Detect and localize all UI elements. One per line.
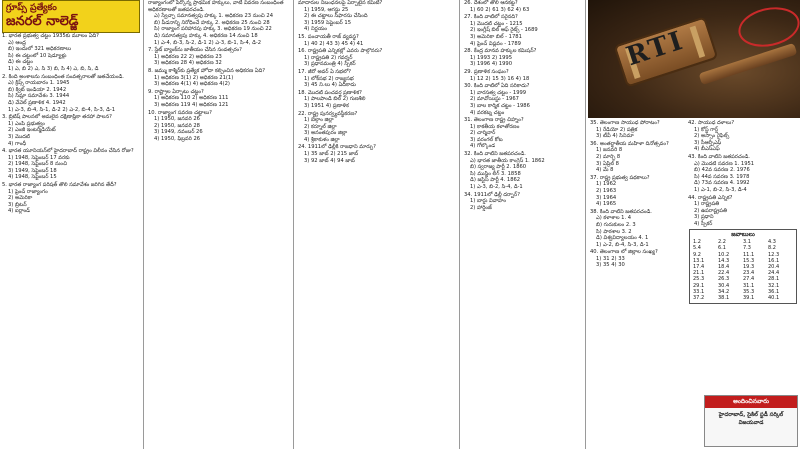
answer-cell: 32.1 [768, 282, 780, 289]
question-text: 44. రాష్ట్రపతి ఎన్నిక? [688, 194, 733, 201]
question-item [296, 0, 458, 33]
column-3 [296, 0, 458, 449]
answer-option: 1) రాష్ట్రపతి [694, 201, 720, 208]
question-text: 7. స్టేట్ బ్యాంక్‌ను జాతీయం చేసిన సంవత్సరం? [148, 47, 242, 54]
rti-label: RTI [622, 25, 688, 73]
answer-option: 3) అధికరణ 28 4) అధికరణ 32 [154, 60, 222, 67]
question-item [462, 48, 584, 68]
answer-cell: 26.3 [718, 276, 730, 283]
question-text: 27. కింది వాటిలో సరైనది? [464, 14, 518, 21]
answer-option: 4) వరకట్న చట్టం [470, 109, 505, 116]
column-2 [146, 0, 292, 449]
answer-option: 4) నిర్ణయం [304, 26, 327, 33]
question-text: 37. రాష్ట్ర ప్రభుత్వ పథకాలు? [590, 174, 650, 181]
answer-option: డి) వేవెల్ ప్రణాళిక 4. 1942 [8, 99, 66, 106]
answer-option: 1) 1950, జనవరి 26 [154, 116, 200, 123]
answer-cell: 38.1 [718, 294, 730, 301]
answer-cell: 19.3 [743, 263, 755, 270]
answer-option: బి) 42వ సవరణ 2. 1976 [694, 167, 750, 174]
question-text: 42. సాయుధ దళాలు? [688, 120, 735, 126]
answer-cell: 25.3 [693, 276, 705, 283]
answer-option: 4) బీఎస్ఎఫ్ [694, 146, 720, 153]
answer-key [689, 229, 797, 305]
answer-cell: 30.4 [718, 282, 730, 289]
answer-cell: 13.1 [693, 257, 705, 264]
question-text: 38. కింది వాటిని జతపరచండి. [590, 208, 652, 215]
question-list [588, 120, 684, 269]
question-item [296, 90, 458, 110]
question-item [0, 182, 142, 215]
answer-cell: 2.2 [718, 239, 726, 246]
question-item [296, 48, 458, 68]
answer-option: ఎ) ఆంధ్ర [8, 39, 26, 46]
question-item [462, 151, 584, 191]
column-divider [585, 0, 586, 449]
question-text: 5. భారత రాజ్యాంగ పరిషత్ తొలి సమావేశం జరిగిన తేదీ? [2, 182, 117, 189]
question-text: 1. భారత ప్రభుత్వ చట్టం 1935కు మూలం ఏది? [2, 33, 99, 39]
answer-option: 3) ప్రధానమంత్రి 4) స్పీకర్ [304, 61, 356, 68]
question-text: 2. కింది అంశాలను సంబంధింత సంవత్సరాలతో జతచేయండి. [2, 73, 124, 80]
column-divider [293, 0, 294, 449]
answer-option: 1) బెల్గాం జిల్లా [304, 117, 334, 124]
answer-option: 1) 1962 [596, 181, 617, 188]
question-item [588, 120, 684, 140]
question-text: 28. కేంద్ర మానవ హక్కుల కమిషన్? [464, 48, 537, 55]
answer-cell: 4.3 [768, 239, 776, 246]
answer-option: 1) లోక్‌సభ 2) రాజ్యసభ [304, 75, 354, 82]
answer-option: 3) ప్రధాని [694, 214, 714, 221]
question-text: 24. 1911లో ఢిల్లీకి రాజధాని మార్పు? [298, 144, 376, 151]
answer-choices: 1) ఎ-4, బి-3, సి-2, డి-1 2) ఎ-3, బి-1, సి-4, డి-2 [154, 39, 262, 46]
answer-option: 3) 1996 4) 1990 [470, 61, 512, 68]
question-item [296, 69, 458, 89]
answer-option: 2) 1950, జనవరి 28 [154, 122, 200, 129]
answer-option: 3) బ్రిటన్ [8, 201, 27, 208]
credit-label: అందించినవారు [705, 396, 797, 408]
answer-cell: 34.2 [718, 288, 730, 295]
question-text: 4. భారత యూనియన్‌లో హైదరాబాద్ రాష్ట్రం విలీనం చేసిన రోజు? [2, 148, 134, 155]
answer-option: 4) 1948, సెప్టెంబర్ 15 [8, 174, 57, 181]
answer-cell: 31.1 [743, 282, 755, 289]
answer-cell: 28.1 [768, 276, 780, 283]
answer-cell: 33.1 [693, 288, 705, 295]
question-item [0, 114, 142, 147]
answer-cell: 23.4 [743, 270, 755, 277]
question-item [462, 192, 584, 212]
question-text: 15. పంచాయతీ రాజ్ వ్యవస్థ? [298, 33, 359, 40]
question-list [462, 0, 584, 211]
answer-option: 3) అధికరణ 4(1) 4) అధికరణ 4(2) [154, 81, 230, 88]
answer-option: 4) గోల్కొండ [470, 143, 496, 150]
question-text: 18. మొదటి పంచవర్ష ప్రణాళిక? [298, 89, 362, 96]
answer-option: సి) సిమ్లా సమావేశం 3. 1944 [8, 93, 70, 100]
answer-option: 2) ఉపరాష్ట్రపతి [694, 207, 728, 214]
question-text: 31. తెలంగాణ రాష్ట్ర చిహ్నం? [464, 117, 524, 124]
question-item [0, 148, 142, 181]
answer-option: 1) 1993 2) 1995 [470, 54, 512, 61]
answer-option: 2) మావోయిస్టు - 1967 [470, 96, 519, 103]
column-divider [459, 0, 460, 449]
answer-option: 1) అధికరణ 3(1) 2) అధికరణ 21(1) [154, 74, 234, 81]
question-item [686, 195, 800, 228]
question-list [0, 33, 142, 215]
answer-choices: 1) ఎ, బి 2) ఎ, సి 3) బి, సి 4) ఎ, బి, సి, డి [8, 65, 99, 72]
answer-option: 3) 1964 [596, 194, 617, 201]
question-text: రాజ్యాంగంలో పేర్కొన్న ప్రాథమిక హక్కులు, వాటి వివరణ సంబంధింత అధికరణాలతో జతపరచండి. [148, 0, 284, 13]
answer-option: 2) అస్సాం రైఫిల్స్ [694, 133, 730, 140]
answer-option: 3) 1951 4) ప్రణాళిక [304, 102, 349, 109]
answer-cell: 5.4 [693, 245, 701, 252]
answer-option: 1) 40 2) 43 3) 45 4) 41 [304, 40, 364, 47]
answer-cell: 18.4 [718, 263, 730, 270]
answer-option: 3) ఏప్రిల్ 8 [596, 160, 619, 167]
answer-option: 3) టీవీ 4) సినిమా [596, 133, 634, 140]
answer-cell: 21.1 [693, 270, 705, 277]
answer-option: 2) మార్చి 8 [596, 153, 621, 160]
answer-key-title: జవాబులు [731, 230, 755, 238]
question-item [462, 117, 584, 150]
answer-choices: 1) ఎ-2, బి-4, సి-3, డి-1 [596, 241, 649, 248]
question-item [0, 74, 142, 114]
question-text: 34. 1911లో ఢిల్లీ దర్బార్? [464, 191, 520, 198]
question-item [588, 209, 684, 249]
answer-choices: 1) ఎ-3, బి-4, సి-1, డి-2 2) ఎ-2, బి-4, సి-3, డి-1 [8, 106, 116, 113]
question-item [686, 154, 800, 194]
question-item [146, 0, 292, 46]
answer-cell: 39.1 [743, 294, 755, 301]
answer-cell: 35.3 [743, 288, 755, 295]
answer-option: 2) ఎంజీ ఇంటర్మీడియేట్ [8, 127, 56, 134]
answer-cell: 16.1 [768, 257, 780, 264]
answer-cell: 17.4 [693, 263, 705, 270]
question-item [146, 89, 292, 109]
answer-cell: 22.4 [718, 270, 730, 277]
question-item [296, 34, 458, 47]
answer-option: 3) 1949, సెప్టెంబర్ 18 [8, 167, 57, 174]
question-text: 8. జమ్ము కాశ్మీర్‌కు ప్రత్యేక హోదా కల్పించిన అధికరణ ఏది? [148, 67, 265, 74]
answer-option: 1) 35 జాబ్ 2) 215 జాబ్ [304, 151, 359, 158]
answer-cell: 7.3 [743, 245, 751, 252]
answer-choices: 1) ఎ-1, బి-2, సి-3, డి-4 [694, 186, 747, 193]
answer-option: డి) విశ్వవిద్యాలయం 4. 1 [596, 235, 649, 242]
answer-option: సి) పాఠశాల 3. 2 [596, 228, 632, 235]
answer-option: 1) రాష్ట్రపతి 2) గవర్నర్ [304, 54, 353, 61]
answer-option: 3) 35 4) 30 [596, 262, 625, 269]
question-text: 30. కింది వాటిలో ఏది సరికాదు? [464, 83, 530, 90]
answer-option: సి) 44వ సవరణ 3. 1978 [694, 173, 750, 180]
question-item [146, 47, 292, 67]
answer-grid [693, 239, 793, 301]
answer-choices: 1) ఎ-3, బి-2, సి-4, డి-1 [470, 184, 523, 191]
answer-option: 1) బార్డు వివాహం [470, 198, 506, 205]
question-text: 17. జీరో అవర్ ఏ సభలో? [298, 68, 352, 75]
answer-option: 3) అమెరికా బిల్ - 1781 [470, 33, 522, 40]
answer-option: ఎ) భారత జాతీయ కాంగ్రెస్ 1. 1862 [470, 157, 545, 164]
answer-option: 2) ఈ చట్టాలు సిఫారసు చేసింది [304, 13, 368, 20]
answer-option: ఎ) కళాశాల 1. 4 [596, 215, 632, 222]
answer-option: 3) వరంగల్ కోట [470, 136, 503, 143]
answer-cell: 1.2 [693, 239, 701, 246]
question-list [146, 0, 292, 142]
answer-option: 3) అధికరణ 119 4) అధికరణ 121 [154, 101, 229, 108]
credit-line-1: హైదరాబాద్, సైకిల్ స్టడీ సర్కిల్ [718, 412, 784, 418]
answer-option: 2) 1963 [596, 187, 617, 194]
answer-cell: 15.3 [743, 257, 755, 264]
answer-option: 1) అధికరణ 110 2) అధికరణ 111 [154, 95, 229, 102]
question-item [588, 141, 684, 174]
answer-cell: 9.2 [693, 251, 701, 258]
answer-option: 1) 12 2) 15 3) 16 4) 18 [470, 75, 530, 82]
answer-option: ఎ) స్వేచ్ఛా సమానత్వపు హక్కు 1. అధికరణ 23 నుంచి 24 [154, 13, 274, 20]
column-5 [588, 120, 684, 449]
answer-cell: 37.2 [693, 294, 705, 301]
answer-option: ఎ) క్రిప్స్ రాయబారం 1. 1945 [8, 80, 70, 87]
answer-option: 1) 1959, ఆగస్టు 25 [304, 6, 349, 13]
answer-option: 3) 1949, నవంబర్ 26 [154, 129, 203, 136]
answer-cell: 14.3 [718, 257, 730, 264]
answer-option: డి) 73వ సవరణ 4. 1992 [694, 180, 750, 187]
answer-option: బి) స్వరాజ్య పార్టీ 2. 1860 [470, 164, 527, 171]
question-item [462, 69, 584, 82]
answer-option: బి) గురుకులం 2. 3 [596, 221, 636, 228]
answer-cell: 40.1 [768, 294, 780, 301]
answer-option: 3) మొదటి [8, 133, 30, 140]
answer-option: 3) సీఆర్పీఎఫ్ [694, 139, 722, 146]
answer-option: 1) అధికరణ 22 2) అధికరణ 23 [154, 53, 222, 60]
question-item [0, 33, 142, 73]
answer-option: సి) ముస్లిం లీగ్ 3. 1858 [470, 170, 521, 177]
rti-gavel-photo [588, 0, 800, 118]
answer-option: బి) పీడనాన్ని నిరోధించే హక్కు 2. అధికరణ 25 నుంచి 28 [154, 19, 270, 26]
answer-cell: 6.1 [718, 245, 726, 252]
answer-option: 3) బాల కార్మిక చట్టం - 1986 [470, 102, 530, 109]
answer-option: డి) సమానత్వపు హక్కు 4. అధికరణ 14 నుంచి 18 [154, 32, 258, 39]
answer-option: 1) 60 2) 61 3) 62 4) 63 [470, 6, 530, 13]
answer-cell: 29.1 [693, 282, 705, 289]
answer-option: 4) 1950, ఫిబ్రవరి 26 [154, 135, 201, 142]
question-text: 3. బ్రిటిష్ పాలనలో అమలైన దక్షిణాఫ్రికా తరహా పాలన? [2, 114, 112, 121]
question-item [462, 83, 584, 116]
answer-cell: 10.2 [718, 251, 730, 258]
answer-cell: 3.1 [743, 239, 751, 246]
question-text: 9. రాష్ట్రాల ఏర్పాటు చట్టం? [148, 88, 204, 95]
answer-option: బి) క్విట్ ఇండియా 2. 1942 [8, 86, 67, 93]
answer-option: 2) ఇంగ్లీష్ బిల్ ఆఫ్ రైట్స్ - 1689 [470, 27, 538, 34]
answer-option: 4) స్పీకర్ [694, 220, 713, 227]
answer-option: బి) ఇందులో 321 అధికరణాలు [8, 46, 71, 53]
question-list [296, 0, 458, 164]
column-4 [462, 0, 584, 449]
credit-line-2: విజయవాడ [738, 420, 764, 426]
question-text: 29. ప్రణాళిక సంఘం? [464, 68, 509, 75]
question-text: 43. కింది వాటిని జతపరచండి. [688, 153, 750, 160]
question-text: మాదారుల నిబంధనలపై ఏర్పాటైన కమిటీ? [298, 0, 383, 6]
answer-option: 2) హార్డింజ్ [470, 204, 492, 211]
answer-option: 2) కర్నూల్ జిల్లా [304, 123, 337, 130]
answer-option: 4) ఐర్లాండ్ [8, 208, 31, 215]
question-text: 10. రాజ్యాంగ సవరణ చట్టాలు? [148, 109, 212, 116]
question-item [462, 14, 584, 47]
question-text: 35. తెలంగాణ సాయుధ పోరాటం? [590, 120, 660, 126]
answer-option: 4) గాంధీ [8, 140, 26, 147]
answer-option: 1) కోస్ట్ గార్డ్ [694, 126, 719, 133]
answer-option: 4) శ్రీకాకుళం జిల్లా [304, 136, 340, 143]
answer-option: 3) అనంతపురం జిల్లా [304, 130, 348, 137]
answer-cell: 20.4 [768, 263, 780, 270]
question-text: 36. అంతర్జాతీయ మహిళా దినోత్సవం? [590, 140, 669, 147]
answer-cell: 36.1 [768, 288, 780, 295]
question-item [686, 120, 800, 153]
question-text: 32. కింది వాటిని జతపరచండి. [464, 151, 526, 158]
question-text: 16. రాష్ట్రపతి ఎన్నికల్లో ఎవరు పాల్గొనరు? [298, 48, 383, 55]
answer-option: 4) 1965 [596, 201, 617, 208]
answer-cell: 8.2 [768, 245, 776, 252]
answer-option: డి) ఈ చట్టం [8, 59, 33, 66]
question-text: 40. తెలంగాణ లో జిల్లాల సంఖ్య? [590, 249, 658, 256]
credit-box [704, 395, 798, 447]
answer-option: డి) జస్టిస్ పార్టీ 4. 1862 [470, 177, 521, 184]
answer-cell: 27.4 [743, 276, 755, 283]
column-divider [143, 0, 144, 449]
answer-cell: 24.4 [768, 270, 780, 277]
answer-cell: 11.1 [743, 251, 755, 258]
answer-option: 1) ఫ్రెంచ్ రాజ్యాంగం [8, 188, 48, 195]
question-item [296, 144, 458, 164]
answer-option: 1) కాకతీయ కళాతోరణం [470, 123, 520, 130]
answer-option: 1) పాలపాండి బిల్ 2) గుణశీలి [304, 96, 366, 103]
answer-cell: 12.3 [768, 251, 780, 258]
answer-option: సి) ఈ చట్టంలో 10 షెడ్యూళ్లు [8, 52, 67, 59]
question-text: 22. రాష్ట్ర పునర్వ్యవస్థీకరణ? [298, 110, 358, 117]
answer-option: 3) 92 జాబ్ 4) 94 జాబ్ [304, 157, 355, 164]
answer-option: 3) 45 ని.లు 4) ఏదీకాదు [304, 82, 356, 89]
answer-option: 1) జనవరి 8 [596, 147, 623, 154]
header-subtitle: గ్రూప్స్ ప్రత్యేకం [6, 3, 57, 13]
answer-option: 1) మొదటి చట్టం - 1215 [470, 20, 523, 27]
answer-option: 4) మే 8 [596, 167, 614, 174]
question-list [686, 120, 800, 228]
page-title: జనరల్ నాలెడ్జ్ [6, 14, 79, 29]
question-item [296, 111, 458, 144]
question-item [588, 175, 684, 208]
question-item [146, 68, 292, 88]
answer-option: 3) 1959 సెప్టెంబర్ 15 [304, 19, 352, 26]
answer-option: 1) ఎంపి ప్రభుత్వం [8, 120, 45, 127]
answer-option: 2) అమెరికా [8, 195, 33, 202]
answer-option: 2) 1948, సెప్టెంబర్ 8 నుంచి [8, 161, 68, 168]
section-header [2, 0, 140, 33]
answer-option: ఎ) మొదటి సవరణ 1. 1951 [694, 160, 755, 167]
answer-option: 1) వారసత్వ చట్టం - 1999 [470, 89, 527, 96]
answer-option: 1) 1948, సెప్టెంబర్ 17 వరకు [8, 154, 70, 161]
question-text: 26. దేశంలో తొలి ఆనకట్ట? [464, 0, 518, 6]
column-1 [0, 0, 142, 449]
question-item [588, 249, 684, 269]
answer-option: సి) రాజ్యాంగ పరిహారపు హక్కు 3. అధికరణ 19 నుంచి 22 [154, 26, 272, 33]
answer-option: 4) ఫ్రెంచ్ విప్లవం - 1789 [470, 40, 521, 47]
question-item [462, 0, 584, 13]
question-item [146, 110, 292, 143]
answer-option: 1) 31 2) 33 [596, 255, 625, 262]
answer-option: 2) చార్మినార్ [470, 130, 496, 137]
answer-option: 1) రేడియో 2) పత్రిక [596, 126, 638, 133]
